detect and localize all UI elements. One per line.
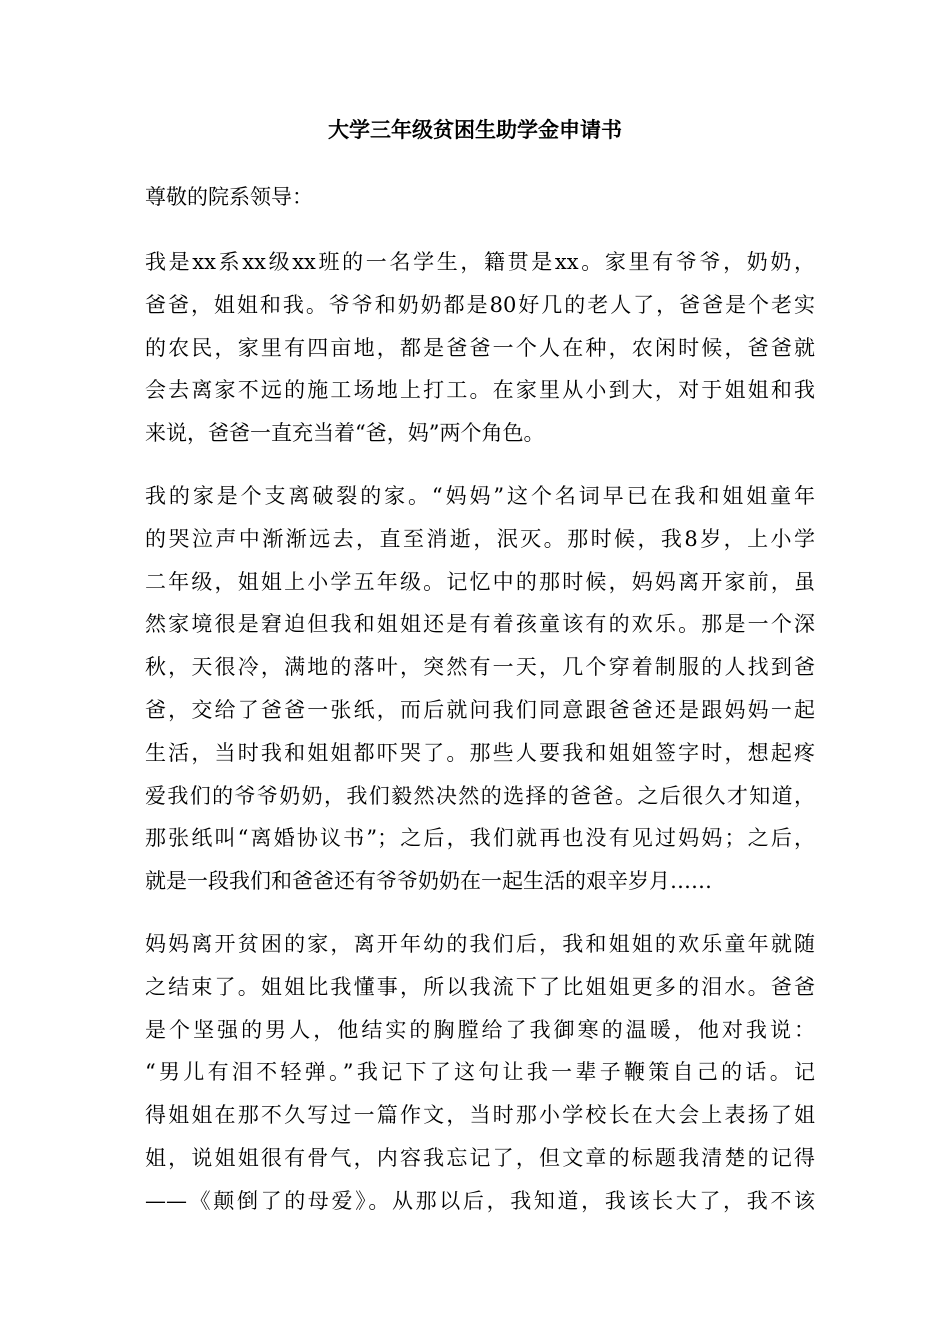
salutation: 尊敬的院系领导： — [145, 185, 313, 209]
text-line: 之结束了。姐姐比我懂事，所以我流下了比姐姐更多的泪水。爸爸 — [145, 974, 815, 999]
text-line: 我的家是个支离破裂的家。“妈妈”这个名词早已在我和姐姐童年 — [145, 484, 815, 508]
text-line: 秋，天很冷，满地的落叶，突然有一天，几个穿着制服的人找到爸 — [145, 655, 815, 680]
text-line: 就是一段我们和爸爸还有爷爷奶奶在一起生活的艰辛岁月…… — [145, 869, 712, 894]
text-line: 姐，说姐姐很有骨气，内容我忘记了，但文章的标题我清楚的记得 — [145, 1145, 815, 1170]
text-line: 二年级，姐姐上小学五年级。记忆中的那时候，妈妈离开家前，虽 — [145, 569, 815, 594]
text-line: 妈妈离开贫困的家，离开年幼的我们后，我和姐姐的欢乐童年就随 — [145, 932, 815, 956]
text-line: “男儿有泪不轻弹。”我记下了这句让我一辈子鞭策自己的话。记 — [145, 1060, 815, 1085]
text-line: 那张纸叫“离婚协议书”；之后，我们就再也没有见过妈妈；之后， — [145, 826, 815, 851]
text-line: 得姐姐在那不久写过一篇作文，当时那小学校长在大会上表扬了姐 — [145, 1103, 815, 1128]
text-line: 爸爸，姐姐和我。爷爷和奶奶都是80好几的老人了，爸爸是个老实 — [145, 292, 815, 317]
text-line: 会去离家不远的施工场地上打工。在家里从小到大，对于姐姐和我 — [145, 378, 815, 403]
text-line: 爱我们的爷爷奶奶，我们毅然决然的选择的爸爸。之后很久才知道， — [145, 783, 815, 808]
text-line: ——《颠倒了的母爱》。从那以后，我知道，我该长大了，我不该 — [145, 1188, 815, 1213]
text-line: 来说，爸爸一直充当着“爸，妈”两个角色。 — [145, 421, 545, 446]
text-line: 的农民，家里有四亩地，都是爸爸一个人在种，农闲时候，爸爸就 — [145, 335, 815, 360]
paragraph-3 — [145, 928, 815, 1228]
text-line: 是个坚强的男人，他结实的胸膛给了我御寒的温暖，他对我说： — [145, 1017, 815, 1042]
paragraph-1 — [145, 246, 815, 460]
text-line: 生活，当时我和姐姐都吓哭了。那些人要我和姐姐签字时，想起疼 — [145, 740, 815, 765]
text-line: 然家境很是窘迫但我和姐姐还是有着孩童该有的欢乐。那是一个深 — [145, 612, 815, 637]
paragraph-2 — [145, 480, 815, 908]
text-line: 我是xx系xx级xx班的一名学生，籍贯是xx。家里有爷爷，奶奶， — [145, 250, 815, 274]
document-title: 大学三年级贫困生助学金申请书 — [328, 117, 622, 142]
text-line: 爸，交给了爸爸一张纸，而后就问我们同意跟爸爸还是跟妈妈一起 — [145, 697, 815, 722]
text-line: 的哭泣声中渐渐远去，直至消逝，泯灭。那时候，我8岁，上小学 — [145, 526, 815, 551]
